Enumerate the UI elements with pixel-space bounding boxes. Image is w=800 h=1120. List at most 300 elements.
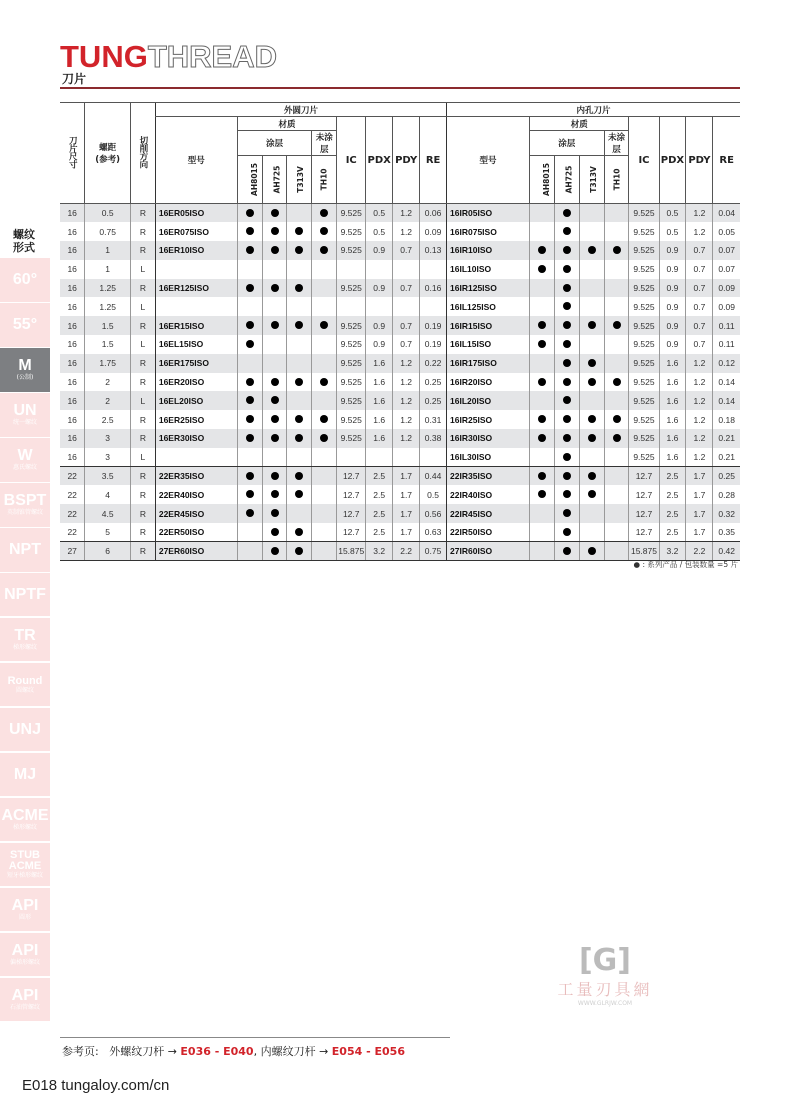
sidebar-tab-label: NPTF bbox=[4, 585, 46, 603]
int-model-cell: 22IR40ISO bbox=[447, 485, 530, 504]
int-pdx-cell: 0.9 bbox=[659, 297, 686, 316]
ext-pdx-cell: 2.5 bbox=[366, 467, 393, 486]
ext-grade-th10-cell bbox=[312, 260, 337, 279]
available-dot-icon bbox=[271, 509, 279, 517]
ext-ic-cell: 9.525 bbox=[337, 204, 366, 223]
available-dot-icon bbox=[563, 284, 571, 292]
ext-pdy-cell: 1.2 bbox=[393, 204, 420, 223]
sidebar-tab-label: NPT bbox=[9, 540, 41, 558]
ext-pdx-cell: 3.2 bbox=[366, 542, 393, 561]
sidebar-tab-sublabel: 石油管螺纹 bbox=[9, 1004, 40, 1012]
size-cell: 16 bbox=[60, 241, 85, 260]
sidebar-tab-sublabel: 短牙梯形螺纹 bbox=[6, 872, 43, 880]
available-dot-icon bbox=[246, 246, 254, 254]
ext-pdy-cell bbox=[393, 448, 420, 467]
int-model-cell: 22IR35ISO bbox=[447, 467, 530, 486]
int-model-header: 型号 bbox=[447, 117, 530, 204]
sidebar-tab-10[interactable] bbox=[0, 708, 50, 752]
ext-model-header: 型号 bbox=[155, 117, 237, 204]
int-pdx-cell: 1.6 bbox=[659, 410, 686, 429]
int-ic-cell: 9.525 bbox=[629, 373, 659, 392]
available-dot-icon bbox=[246, 209, 254, 217]
int-pdy-cell: 0.7 bbox=[686, 335, 713, 354]
pitch-cell: 1.5 bbox=[85, 335, 131, 354]
ext-ic-cell: 12.7 bbox=[337, 467, 366, 486]
sidebar-tab-16[interactable] bbox=[0, 978, 50, 1022]
int-grade-th10-cell bbox=[604, 467, 629, 486]
int-grade-ah8015-cell bbox=[529, 391, 554, 410]
int-re-cell: 0.25 bbox=[713, 467, 740, 486]
int-ic-cell: 9.525 bbox=[629, 260, 659, 279]
int-model-cell: 16IR175ISO bbox=[447, 354, 530, 373]
reference-prefix: 参考页: 外螺纹刀杆 → bbox=[62, 1045, 181, 1058]
int-ic-cell: 15.875 bbox=[629, 542, 659, 561]
int-grade-ah725-cell bbox=[554, 504, 579, 523]
sidebar-tab-14[interactable] bbox=[0, 888, 50, 932]
int-grade-ah8015-cell bbox=[529, 335, 554, 354]
int-model-cell: 16IR125ISO bbox=[447, 279, 530, 298]
ext-grade-ah725-cell bbox=[262, 335, 287, 354]
table-row bbox=[60, 523, 740, 542]
int-model-cell: 16IL10ISO bbox=[447, 260, 530, 279]
available-dot-icon bbox=[246, 472, 254, 480]
ext-grade-ah725-cell bbox=[262, 467, 287, 486]
sidebar-tab-sublabel: (公制) bbox=[16, 374, 34, 382]
int-pdy-cell: 1.7 bbox=[686, 467, 713, 486]
size-cell: 22 bbox=[60, 523, 85, 542]
available-dot-icon bbox=[588, 490, 596, 498]
int-grade-t313v-cell bbox=[579, 523, 604, 542]
ext-grade-ah725-cell bbox=[262, 222, 287, 241]
int-ic-header: IC bbox=[629, 117, 659, 204]
external-inserts-heading: 外圆刀片 bbox=[155, 103, 446, 117]
available-dot-icon bbox=[588, 321, 596, 329]
int-model-cell: 22IR45ISO bbox=[447, 504, 530, 523]
int-grade-th10-cell bbox=[604, 279, 629, 298]
sidebar-tab-label: M bbox=[18, 357, 32, 375]
int-re-cell: 0.14 bbox=[713, 391, 740, 410]
size-cell: 27 bbox=[60, 542, 85, 561]
sidebar-tab-4[interactable] bbox=[0, 438, 50, 482]
ext-re-cell: 0.22 bbox=[420, 354, 447, 373]
ext-pdx-cell bbox=[366, 297, 393, 316]
int-re-cell: 0.07 bbox=[713, 260, 740, 279]
ext-pdx-cell: 1.6 bbox=[366, 429, 393, 448]
int-re-cell: 0.21 bbox=[713, 448, 740, 467]
int-grade-t313v-cell bbox=[579, 354, 604, 373]
ext-ic-cell: 9.525 bbox=[337, 373, 366, 392]
ext-grade-ah8015-cell bbox=[237, 391, 262, 410]
ext-pdy-cell: 1.2 bbox=[393, 373, 420, 392]
ext-grade-ah725: AH725 bbox=[262, 156, 287, 204]
ext-grade-ah8015-cell bbox=[237, 297, 262, 316]
available-dot-icon bbox=[563, 528, 571, 536]
int-grade-ah725-cell bbox=[554, 429, 579, 448]
available-dot-icon bbox=[538, 415, 546, 423]
direction-cell: R bbox=[130, 504, 155, 523]
sidebar-tab-label: API bbox=[11, 897, 39, 915]
ext-grade-th10-cell bbox=[312, 504, 337, 523]
int-re-cell: 0.42 bbox=[713, 542, 740, 561]
ext-ic-cell: 9.525 bbox=[337, 410, 366, 429]
ext-re-cell: 0.31 bbox=[420, 410, 447, 429]
ext-model-cell: 16ER125ISO bbox=[155, 279, 237, 298]
ext-re-cell: 0.19 bbox=[420, 335, 447, 354]
col-direction: 切削方向 bbox=[130, 103, 155, 204]
direction-cell: R bbox=[130, 467, 155, 486]
available-dot-icon bbox=[271, 547, 279, 555]
available-dot-icon bbox=[246, 227, 254, 235]
int-grade-t313v-cell bbox=[579, 373, 604, 392]
int-grade-ah8015-cell bbox=[529, 297, 554, 316]
ext-pdy-header: PDY bbox=[393, 117, 420, 204]
int-re-cell: 0.32 bbox=[713, 504, 740, 523]
int-grade-th10-cell bbox=[604, 222, 629, 241]
available-dot-icon bbox=[271, 209, 279, 217]
int-grade-ah8015-cell bbox=[529, 542, 554, 561]
sidebar-tab-9[interactable] bbox=[0, 663, 50, 707]
ext-pdy-cell: 0.7 bbox=[393, 241, 420, 260]
ext-pdx-cell: 0.9 bbox=[366, 335, 393, 354]
available-dot-icon bbox=[246, 340, 254, 348]
int-grade-ah8015-cell bbox=[529, 279, 554, 298]
int-grade-th10-cell bbox=[604, 391, 629, 410]
pitch-cell: 1.75 bbox=[85, 354, 131, 373]
int-grade-th10: TH10 bbox=[604, 156, 629, 204]
ext-grade-ah725-cell bbox=[262, 204, 287, 223]
int-model-cell: 16IR20ISO bbox=[447, 373, 530, 392]
table-row bbox=[60, 354, 740, 373]
int-grade-t313v-cell bbox=[579, 391, 604, 410]
sidebar-tab-8[interactable] bbox=[0, 618, 50, 662]
int-grade-t313v: T313V bbox=[579, 156, 604, 204]
sidebar-tab-12[interactable] bbox=[0, 798, 50, 842]
int-grade-th10-cell bbox=[604, 335, 629, 354]
int-grade-t313v-cell bbox=[579, 485, 604, 504]
ext-model-cell: 22ER45ISO bbox=[155, 504, 237, 523]
available-dot-icon bbox=[295, 378, 303, 386]
table-row bbox=[60, 279, 740, 298]
int-grade-ah725-cell bbox=[554, 316, 579, 335]
ext-ic-cell: 12.7 bbox=[337, 485, 366, 504]
sidebar-tab-5[interactable] bbox=[0, 483, 50, 527]
available-dot-icon bbox=[246, 509, 254, 517]
ext-pdy-cell: 2.2 bbox=[393, 542, 420, 561]
size-cell: 16 bbox=[67, 264, 77, 275]
available-dot-icon bbox=[295, 434, 303, 442]
available-dot-icon bbox=[563, 209, 571, 217]
ext-grade-ah8015-cell bbox=[237, 279, 262, 298]
ext-pdy-cell: 1.7 bbox=[393, 485, 420, 504]
ext-grade-t313v: T313V bbox=[287, 156, 312, 204]
internal-inserts-heading: 内孔刀片 bbox=[447, 103, 740, 117]
ext-grade-ah725-cell bbox=[262, 297, 287, 316]
available-dot-icon bbox=[271, 246, 279, 254]
available-dot-icon bbox=[538, 340, 546, 348]
ext-pdy-cell: 1.2 bbox=[393, 391, 420, 410]
table-row bbox=[60, 222, 740, 241]
int-pdy-cell: 0.7 bbox=[686, 260, 713, 279]
sidebar-tab-sublabel: 惠氏螺纹 bbox=[12, 464, 37, 472]
int-re-cell: 0.05 bbox=[713, 222, 740, 241]
direction-cell: R bbox=[130, 410, 155, 429]
direction-cell: R bbox=[130, 204, 155, 223]
table-row bbox=[60, 241, 740, 260]
available-dot-icon bbox=[271, 528, 279, 536]
pitch-cell: 4 bbox=[85, 485, 131, 504]
int-pdy-cell: 1.2 bbox=[686, 410, 713, 429]
int-grade-ah725-cell bbox=[554, 373, 579, 392]
available-dot-icon bbox=[295, 415, 303, 423]
ext-grade-ah8015-cell bbox=[237, 241, 262, 260]
ext-grade-th10-cell bbox=[312, 448, 337, 467]
pitch-cell: 2 bbox=[85, 391, 131, 410]
ext-grade-ah8015-cell bbox=[237, 542, 262, 561]
ext-pdx-cell: 1.6 bbox=[366, 391, 393, 410]
table-row bbox=[60, 467, 740, 486]
table-row bbox=[60, 373, 740, 392]
sidebar-tab-label: ACME bbox=[1, 807, 49, 825]
direction-cell: R bbox=[130, 316, 155, 335]
brand-part2: THREAD bbox=[147, 39, 277, 74]
pitch-cell: 1.25 bbox=[85, 297, 131, 316]
sidebar-tab-6[interactable] bbox=[0, 528, 50, 572]
available-dot-icon bbox=[295, 227, 303, 235]
website-link[interactable]: tungaloy.com/cn bbox=[61, 1077, 170, 1094]
int-ic-cell: 9.525 bbox=[629, 204, 659, 223]
int-pdy-cell: 1.2 bbox=[686, 222, 713, 241]
int-pdx-cell: 1.6 bbox=[659, 354, 686, 373]
int-re-cell: 0.11 bbox=[713, 335, 740, 354]
int-ic-cell: 9.525 bbox=[629, 410, 659, 429]
int-ic-cell: 9.525 bbox=[629, 222, 659, 241]
ext-grade-ah725-cell bbox=[262, 279, 287, 298]
size-cell: 16 bbox=[60, 354, 85, 373]
available-dot-icon bbox=[320, 415, 328, 423]
available-dot-icon bbox=[295, 284, 303, 292]
int-grade-ah725-cell bbox=[554, 297, 579, 316]
reference-mid: , 内螺纹刀杆 → bbox=[253, 1045, 332, 1058]
ext-grade-ah725-cell bbox=[262, 316, 287, 335]
int-grade-ah8015-cell bbox=[529, 354, 554, 373]
int-ic-cell: 9.525 bbox=[629, 391, 659, 410]
sidebar-tab-label: UN bbox=[13, 402, 37, 420]
table-row bbox=[60, 448, 740, 467]
ext-model-cell: 16ER075ISO bbox=[155, 222, 237, 241]
int-grade-ah725-cell bbox=[554, 260, 579, 279]
direction-cell: R bbox=[130, 485, 155, 504]
sidebar-tab-label: W bbox=[17, 447, 33, 465]
int-grade-t313v-cell bbox=[579, 222, 604, 241]
ext-ic-cell bbox=[337, 260, 366, 279]
ext-model-cell: 16ER30ISO bbox=[155, 429, 237, 448]
sidebar-tab-label: 55° bbox=[12, 315, 38, 333]
int-grade-ah8015-cell bbox=[529, 373, 554, 392]
int-grade-t313v-cell bbox=[579, 297, 604, 316]
ext-pdy-cell: 1.7 bbox=[393, 504, 420, 523]
sidebar-tab-2[interactable] bbox=[0, 348, 50, 392]
ext-grade-t313v-cell bbox=[287, 467, 312, 486]
int-coated-header: 涂层 bbox=[529, 131, 604, 156]
available-dot-icon bbox=[246, 284, 254, 292]
size-cell: 16 bbox=[60, 204, 85, 223]
ext-grade-th10-cell bbox=[312, 373, 337, 392]
int-pdy-cell: 0.7 bbox=[686, 279, 713, 298]
ext-grade-t313v-cell bbox=[287, 354, 312, 373]
size-cell: 16 bbox=[60, 448, 85, 467]
watermark-text: 工量刃具網 bbox=[557, 980, 653, 999]
ext-grade-ah8015-cell bbox=[237, 429, 262, 448]
external-holder-pages-link[interactable]: E036 - E040 bbox=[180, 1045, 254, 1058]
int-re-cell: 0.21 bbox=[713, 429, 740, 448]
title-divider bbox=[60, 87, 740, 89]
available-dot-icon bbox=[271, 472, 279, 480]
int-model-cell: 16IL125ISO bbox=[447, 297, 530, 316]
ext-material-header: 材质 bbox=[237, 117, 337, 131]
ext-grade-t313v-cell bbox=[287, 222, 312, 241]
size-cell: 16 bbox=[67, 377, 77, 388]
ext-grade-t313v-cell bbox=[287, 335, 312, 354]
int-grade-th10-cell bbox=[604, 448, 629, 467]
sidebar-tab-sublabel: 圆螺纹 bbox=[15, 686, 34, 694]
sidebar-tab-sublabel: 英制锥管螺纹 bbox=[6, 509, 43, 517]
available-dot-icon bbox=[588, 378, 596, 386]
available-dot-icon bbox=[246, 434, 254, 442]
sidebar-tab-sublabel: 梯形螺纹 bbox=[12, 824, 37, 832]
size-cell: 16 bbox=[67, 301, 77, 312]
int-pdx-cell: 2.5 bbox=[659, 504, 686, 523]
int-grade-ah725-cell bbox=[554, 279, 579, 298]
ext-model-cell: 16EL20ISO bbox=[155, 391, 237, 410]
available-dot-icon bbox=[271, 378, 279, 386]
ext-grade-t313v-cell bbox=[287, 410, 312, 429]
available-dot-icon bbox=[563, 472, 571, 480]
int-grade-ah8015-cell bbox=[529, 485, 554, 504]
sidebar-tab-7[interactable] bbox=[0, 573, 50, 617]
int-grade-t313v-cell bbox=[579, 260, 604, 279]
int-grade-ah8015-cell bbox=[529, 448, 554, 467]
available-dot-icon bbox=[588, 415, 596, 423]
ext-model-cell bbox=[155, 448, 237, 467]
ext-re-cell: 0.13 bbox=[420, 241, 447, 260]
available-dot-icon bbox=[563, 434, 571, 442]
int-grade-ah8015-cell bbox=[529, 222, 554, 241]
ext-grade-ah725-cell bbox=[262, 241, 287, 260]
int-ic-cell: 9.525 bbox=[629, 335, 659, 354]
int-re-cell: 0.35 bbox=[713, 523, 740, 542]
int-grade-th10-cell bbox=[604, 542, 629, 561]
ext-model-cell: 16ER20ISO bbox=[155, 373, 237, 392]
pitch-cell: 0.75 bbox=[85, 222, 131, 241]
ext-model-cell: 22ER35ISO bbox=[155, 467, 237, 486]
available-dot-icon bbox=[320, 227, 328, 235]
int-pdy-cell: 1.2 bbox=[686, 354, 713, 373]
int-grade-ah8015-cell bbox=[529, 504, 554, 523]
table-row bbox=[60, 335, 740, 354]
sidebar-tab-13[interactable] bbox=[0, 843, 50, 887]
ext-re-cell: 0.25 bbox=[420, 391, 447, 410]
ext-ic-cell: 9.525 bbox=[337, 354, 366, 373]
ext-grade-t313v-cell bbox=[287, 448, 312, 467]
size-cell: 16 bbox=[67, 339, 77, 350]
ext-grade-ah8015-cell bbox=[237, 523, 262, 542]
available-dot-icon bbox=[563, 302, 571, 310]
ext-re-cell bbox=[420, 448, 447, 467]
direction-cell: L bbox=[130, 391, 155, 410]
int-re-cell: 0.18 bbox=[713, 410, 740, 429]
int-pdy-header: PDY bbox=[686, 117, 713, 204]
table-row bbox=[60, 429, 740, 448]
ext-pdx-cell: 2.5 bbox=[366, 485, 393, 504]
ext-grade-th10-cell bbox=[312, 410, 337, 429]
ext-grade-th10-cell bbox=[312, 485, 337, 504]
sidebar-tab-label: BSPT bbox=[3, 492, 47, 510]
available-dot-icon bbox=[563, 378, 571, 386]
direction-cell: L bbox=[130, 448, 155, 467]
sidebar-tab-3[interactable] bbox=[0, 393, 50, 437]
ext-model-cell bbox=[155, 297, 237, 316]
ext-model-cell: 16ER25ISO bbox=[155, 410, 237, 429]
available-dot-icon bbox=[246, 378, 254, 386]
int-grade-th10-cell bbox=[604, 297, 629, 316]
int-model-cell: 16IL15ISO bbox=[447, 335, 530, 354]
int-grade-th10-cell bbox=[604, 523, 629, 542]
sidebar-heading: 螺纹 形式 bbox=[13, 228, 35, 254]
ext-re-cell: 0.09 bbox=[420, 222, 447, 241]
int-re-header: RE bbox=[713, 117, 740, 204]
pitch-cell: 1.25 bbox=[85, 279, 131, 298]
int-re-cell: 0.09 bbox=[713, 279, 740, 298]
ext-grade-ah8015-cell bbox=[237, 316, 262, 335]
int-pdy-cell: 0.7 bbox=[686, 241, 713, 260]
direction-cell: R bbox=[130, 542, 155, 561]
sidebar-tab-15[interactable] bbox=[0, 933, 50, 977]
ext-grade-th10-cell bbox=[312, 316, 337, 335]
pitch-cell: 1 bbox=[85, 260, 131, 279]
table-row bbox=[60, 391, 740, 410]
int-grade-t313v-cell bbox=[579, 241, 604, 260]
reference-divider bbox=[60, 1037, 450, 1038]
int-grade-th10-cell bbox=[604, 504, 629, 523]
ext-grade-ah8015-cell bbox=[237, 260, 262, 279]
available-dot-icon bbox=[563, 359, 571, 367]
ext-grade-ah725-cell bbox=[262, 391, 287, 410]
available-dot-icon bbox=[588, 434, 596, 442]
available-dot-icon bbox=[563, 490, 571, 498]
ext-grade-ah8015-cell bbox=[237, 373, 262, 392]
ext-pdy-cell: 1.2 bbox=[393, 410, 420, 429]
ext-grade-ah725-cell bbox=[262, 448, 287, 467]
available-dot-icon bbox=[563, 340, 571, 348]
internal-holder-pages-link[interactable]: E054 - E056 bbox=[331, 1045, 405, 1058]
int-pdx-cell: 0.5 bbox=[659, 204, 686, 223]
pitch-cell: 1.5 bbox=[85, 316, 131, 335]
int-grade-t313v-cell bbox=[579, 467, 604, 486]
ext-pdx-cell bbox=[366, 448, 393, 467]
ext-pdy-cell: 1.2 bbox=[393, 354, 420, 373]
int-re-cell: 0.14 bbox=[713, 373, 740, 392]
sidebar-tab-0[interactable] bbox=[0, 258, 50, 302]
ext-grade-ah725-cell bbox=[262, 542, 287, 561]
sidebar-tab-11[interactable] bbox=[0, 753, 50, 797]
ext-model-cell: 16EL15ISO bbox=[155, 335, 237, 354]
direction-cell: R bbox=[130, 279, 155, 298]
sidebar-tab-1[interactable] bbox=[0, 303, 50, 347]
ext-pdx-cell: 2.5 bbox=[366, 523, 393, 542]
ext-re-cell: 0.16 bbox=[420, 279, 447, 298]
int-grade-th10-cell bbox=[604, 316, 629, 335]
table-row bbox=[60, 504, 740, 523]
